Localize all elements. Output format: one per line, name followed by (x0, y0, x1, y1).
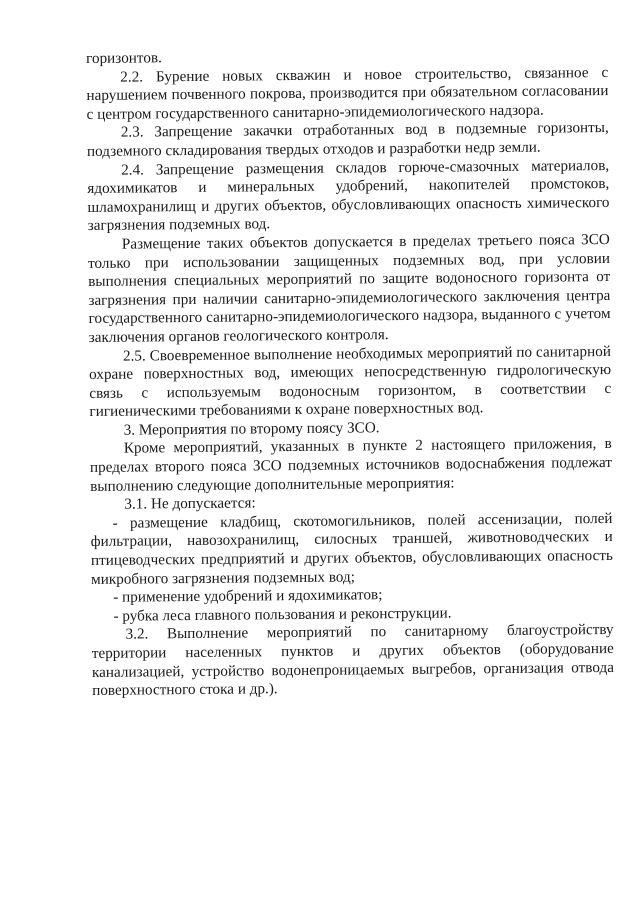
paragraph-2-4: 2.4. Запрещение размещения складов горюче-смазочных материалов, ядохимикатов и минеральных удобрений, накопителей промстоков, шламохранилищ и других объектов, обусловливающих опасность химического загрязнения подземных вод. (87, 156, 610, 235)
paragraph-continuation: горизонтов. (86, 49, 162, 67)
paragraph-section-3-intro: Кроме мероприятий, указанных в пункте 2 настоящего приложения, в пределах второго пояса ЗСО подземных источников водоснабжения подлежат выполнению следующие дополнительные мероприятия: (89, 435, 613, 495)
paragraph-2-5: 2.5. Своевременное выполнение необходимых мероприятий по санитарной охране поверхностных вод, имеющих непосредственную гидрологическую связь с используемым водоносным горизонтом, в соответствии с гигиеническими требованиями к охране поверхностных вод. (89, 342, 612, 421)
section-3-heading: 3. Мероприятия по второму поясу ЗСО. (123, 419, 380, 439)
paragraph-placement: Размещение таких объектов допускается в пределах третьего пояса ЗСО только при использовании защищенных подземных вод, при условии выполнения специальных мероприятий по защите водоносного горизонта от загрязнения при наличии санитарно-эпидемиологического заключения центра государственного санитарно-эпидемиологического надзора, выданного с учетом заключения органов геологического контроля. (87, 230, 611, 346)
paragraph-3-2: 3.2. Выполнение мероприятий по санитарному благоустройству территории населенных пунктов и других объектов (оборудование канализацией, устройство водонепроницаемых выгребов, организация отвода поверхностного стока и др.). (91, 621, 615, 700)
document-body (86, 45, 614, 701)
paragraph-2-2: 2.2. Бурение новых скважин и новое строительство, связанное с нарушением почвенного покрова, производится при обязательном согласовании с центром государственного санитарно-эпидемиологического надзора. (86, 63, 609, 123)
list-item-fertilizers: - применение удобрений и ядохимикатов; (113, 586, 383, 606)
paragraph-2-3: 2.3. Запрещение закачки отработанных вод в подземные горизонты, подземного складирования твердых отходов и разработки недр земли. (86, 119, 609, 160)
list-item-cemeteries: - размещение кладбищ, скотомогильников, полей ассенизации, полей фильтрации, навозохранилищ, силосных траншей, животноводческих и птицеводческих предприятий и других объектов, обусловливающих опасность микробного загрязнения подземных вод; (90, 509, 613, 588)
list-item-logging: - рубка леса главного пользования и реконструкции. (113, 604, 452, 625)
paragraph-3-1: 3.1. Не допускается: (124, 494, 256, 513)
